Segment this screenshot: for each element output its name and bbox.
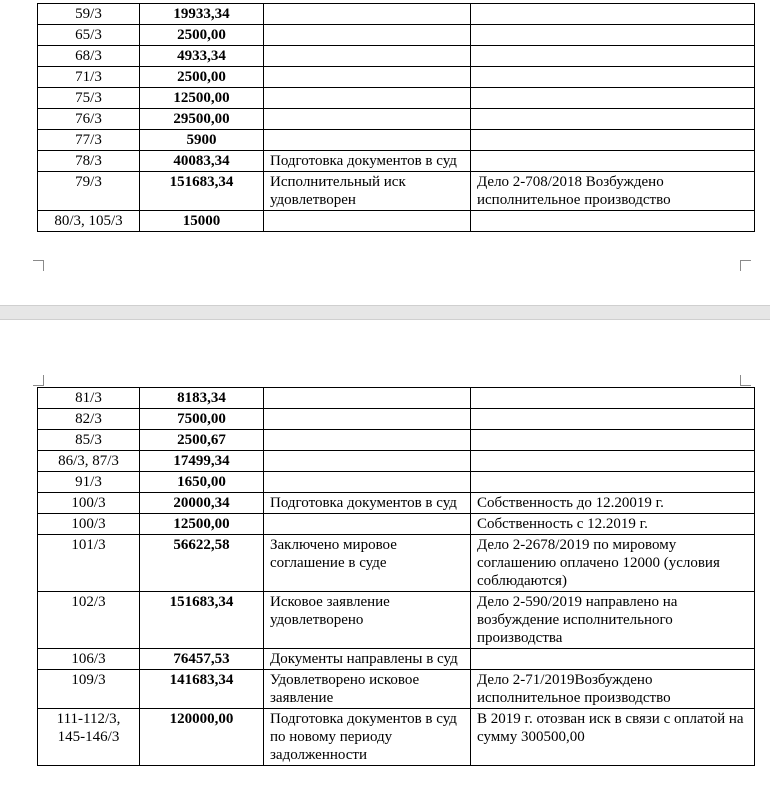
cell-amount: 29500,00	[140, 109, 264, 130]
cell-apartment: 76/3	[38, 109, 140, 130]
cell-apartment: 65/3	[38, 25, 140, 46]
cell-apartment: 106/3	[38, 649, 140, 670]
cell-apartment: 86/3, 87/3	[38, 451, 140, 472]
cell-apartment: 75/3	[38, 88, 140, 109]
cell-status: Исковое заявление удовлетворено	[264, 592, 471, 649]
cell-note: Собственность до 12.20019 г.	[471, 493, 755, 514]
cell-note	[471, 4, 755, 25]
document-page-1	[0, 0, 770, 305]
margin-corner-mark	[740, 375, 751, 386]
cell-status: Исполнительный иск удовлетворен	[264, 172, 471, 211]
table-row	[38, 709, 755, 766]
cell-apartment: 79/3	[38, 172, 140, 211]
table-row	[38, 514, 755, 535]
table-row	[38, 451, 755, 472]
cell-apartment: 100/3	[38, 514, 140, 535]
cell-status	[264, 472, 471, 493]
cell-amount: 56622,58	[140, 535, 264, 592]
margin-corner-mark	[33, 375, 44, 386]
cell-status: Подготовка документов в суд	[264, 151, 471, 172]
table-row	[38, 46, 755, 67]
table-row	[38, 4, 755, 25]
cell-amount: 2500,00	[140, 25, 264, 46]
cell-note	[471, 46, 755, 67]
cell-status	[264, 46, 471, 67]
cell-amount: 2500,00	[140, 67, 264, 88]
cell-status	[264, 67, 471, 88]
cell-amount: 12500,00	[140, 514, 264, 535]
table-row	[38, 430, 755, 451]
cell-apartment: 59/3	[38, 4, 140, 25]
cell-amount: 8183,34	[140, 388, 264, 409]
table-row	[38, 130, 755, 151]
cell-note: Дело 2-2678/2019 по мировому соглашению оплачено 12000 (условия соблюдаются)	[471, 535, 755, 592]
cell-status: Документы направлены в суд	[264, 649, 471, 670]
cell-note	[471, 88, 755, 109]
cell-note: В 2019 г. отозван иск в связи с оплатой на сумму 300500,00	[471, 709, 755, 766]
cell-apartment: 68/3	[38, 46, 140, 67]
cell-apartment: 77/3	[38, 130, 140, 151]
cell-apartment: 82/3	[38, 409, 140, 430]
table-row	[38, 649, 755, 670]
table-row	[38, 535, 755, 592]
cell-apartment: 85/3	[38, 430, 140, 451]
cell-status: Подготовка документов в суд по новому периоду задолженности	[264, 709, 471, 766]
cell-amount: 151683,34	[140, 592, 264, 649]
margin-corner-mark	[33, 260, 44, 271]
cell-note	[471, 409, 755, 430]
cell-note: Собственность с 12.2019 г.	[471, 514, 755, 535]
cell-note	[471, 451, 755, 472]
table-row	[38, 493, 755, 514]
table-row	[38, 388, 755, 409]
debts-table-page-1	[37, 3, 755, 232]
cell-status	[264, 514, 471, 535]
cell-note	[471, 388, 755, 409]
cell-status	[264, 130, 471, 151]
cell-amount: 2500,67	[140, 430, 264, 451]
cell-status	[264, 430, 471, 451]
table-row	[38, 172, 755, 211]
cell-amount: 151683,34	[140, 172, 264, 211]
cell-amount: 12500,00	[140, 88, 264, 109]
cell-status	[264, 388, 471, 409]
cell-amount: 17499,34	[140, 451, 264, 472]
table-body	[38, 388, 755, 766]
debts-table-page-2	[37, 387, 755, 766]
cell-amount: 4933,34	[140, 46, 264, 67]
cell-status: Удовлетворено исковое заявление	[264, 670, 471, 709]
cell-note	[471, 211, 755, 232]
cell-note: Дело 2-590/2019 направлено на возбуждение исполнительного производства	[471, 592, 755, 649]
table-row	[38, 472, 755, 493]
cell-status	[264, 409, 471, 430]
cell-status	[264, 25, 471, 46]
cell-note	[471, 430, 755, 451]
cell-status: Подготовка документов в суд	[264, 493, 471, 514]
cell-apartment: 102/3	[38, 592, 140, 649]
page-break-gap	[0, 305, 770, 320]
cell-apartment: 111-112/3, 145-146/3	[38, 709, 140, 766]
table-row	[38, 151, 755, 172]
table-body	[38, 4, 755, 232]
cell-apartment: 91/3	[38, 472, 140, 493]
cell-amount: 19933,34	[140, 4, 264, 25]
cell-status	[264, 88, 471, 109]
cell-amount: 7500,00	[140, 409, 264, 430]
table-row	[38, 592, 755, 649]
cell-apartment: 101/3	[38, 535, 140, 592]
cell-amount: 20000,34	[140, 493, 264, 514]
cell-amount: 76457,53	[140, 649, 264, 670]
cell-note	[471, 67, 755, 88]
cell-note: Дело 2-708/2018 Возбуждено исполнительное производство	[471, 172, 755, 211]
cell-note: Дело 2-71/2019Возбуждено исполнительное производство	[471, 670, 755, 709]
cell-apartment: 80/3, 105/3	[38, 211, 140, 232]
table-row	[38, 409, 755, 430]
cell-note	[471, 130, 755, 151]
cell-apartment: 71/3	[38, 67, 140, 88]
table-row	[38, 670, 755, 709]
cell-apartment: 100/3	[38, 493, 140, 514]
cell-status: Заключено мировое соглашение в суде	[264, 535, 471, 592]
margin-corner-mark	[740, 260, 751, 271]
cell-amount: 40083,34	[140, 151, 264, 172]
cell-note	[471, 109, 755, 130]
table-row	[38, 25, 755, 46]
table-row	[38, 88, 755, 109]
cell-note	[471, 472, 755, 493]
cell-amount: 1650,00	[140, 472, 264, 493]
cell-amount: 120000,00	[140, 709, 264, 766]
cell-apartment: 78/3	[38, 151, 140, 172]
cell-apartment: 81/3	[38, 388, 140, 409]
cell-amount: 5900	[140, 130, 264, 151]
cell-status	[264, 4, 471, 25]
document-page-2	[0, 320, 770, 803]
cell-amount: 141683,34	[140, 670, 264, 709]
cell-amount: 15000	[140, 211, 264, 232]
cell-status	[264, 211, 471, 232]
cell-note	[471, 649, 755, 670]
cell-note	[471, 151, 755, 172]
cell-status	[264, 451, 471, 472]
cell-note	[471, 25, 755, 46]
table-row	[38, 211, 755, 232]
table-row	[38, 109, 755, 130]
table-row	[38, 67, 755, 88]
cell-apartment: 109/3	[38, 670, 140, 709]
cell-status	[264, 109, 471, 130]
